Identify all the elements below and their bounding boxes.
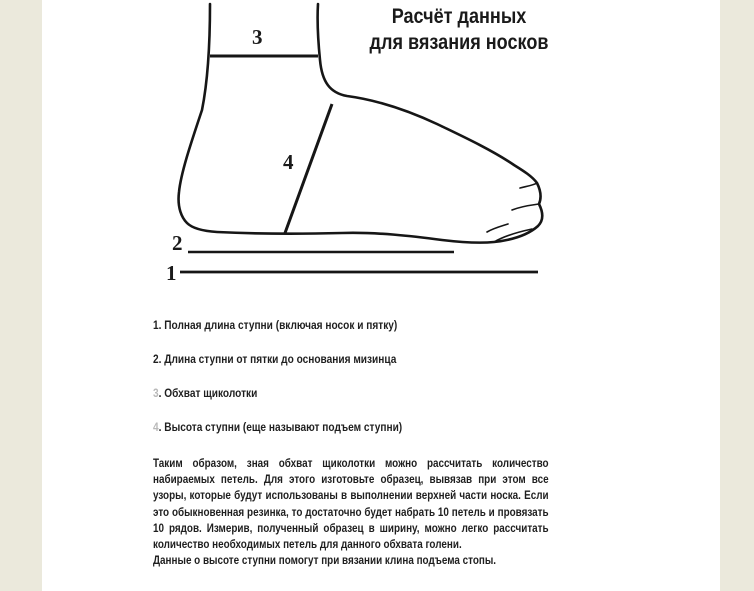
legend-separator: . <box>158 388 165 400</box>
legend-text: Длина ступни от пятки до основания мизинца <box>164 354 397 366</box>
legend-item <box>153 388 523 422</box>
label-3: 3 <box>252 25 263 49</box>
legend-item <box>153 320 523 354</box>
legend-number: 4 <box>153 422 159 434</box>
label-2: 2 <box>172 231 183 255</box>
label-4: 4 <box>283 150 294 174</box>
legend-text: Полная длина ступни (включая носок и пятку) <box>164 320 398 332</box>
title-line-1: Расчёт данных <box>391 5 527 28</box>
legend-text: Обхват щиколотки <box>164 388 258 400</box>
paragraph-last: Данные о высоте ступни помогут при вязании клина подъема стопы. <box>153 555 497 568</box>
legend-item <box>153 354 523 388</box>
legend-number: 2 <box>153 354 159 366</box>
legend-text: Высота ступни (еще называют подъем ступни) <box>164 422 403 434</box>
paragraph-main: Таким образом, зная обхват щиколотки можно рассчитать количество набираемых петель. Для этого изготовьте образец, вывязав при этом все узоры, которые будут использованы в выполнении верхней части носка. Если это обыкновенная резинка, то достаточно будет набрать 10 петель и провязать 10 рядов. Измерив, полученный образец в ширину, можно легко рассчитать количество необходимых петель для данного обхвата голени. <box>153 458 549 552</box>
label-1: 1 <box>166 261 177 285</box>
legend-number: 1 <box>153 320 159 332</box>
measurement-legend <box>153 320 573 456</box>
legend-separator: . <box>158 354 165 366</box>
page-sheet <box>42 0 720 591</box>
foot-outline <box>179 4 543 243</box>
legend-item <box>153 422 523 456</box>
legend-number: 3 <box>153 388 159 400</box>
legend-separator: . <box>158 422 165 434</box>
title-line-2: для вязания носков <box>369 31 549 54</box>
explanation-paragraph <box>153 456 549 569</box>
toe-lines <box>487 183 539 242</box>
foot-diagram <box>42 0 720 300</box>
legend-separator: . <box>158 320 165 332</box>
